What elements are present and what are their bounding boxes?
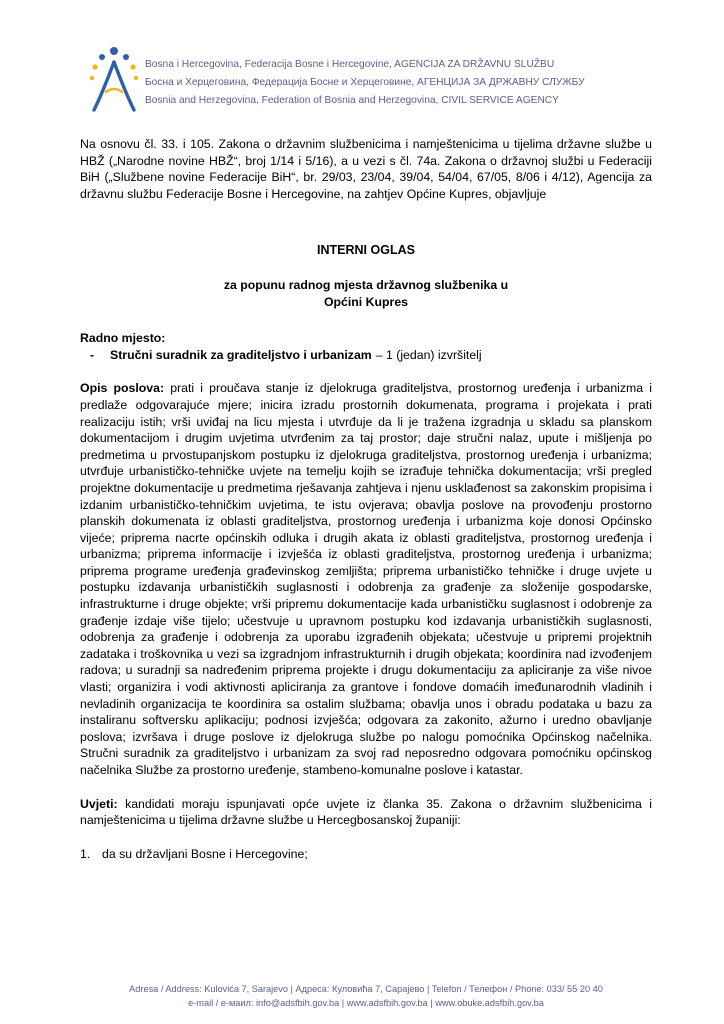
position-heading: Radno mjesto: [80, 331, 166, 346]
job-description-paragraph [80, 380, 652, 778]
requirements-paragraph [80, 796, 652, 829]
document-body [80, 136, 652, 862]
document-subtitle [80, 277, 652, 310]
letterhead [88, 44, 688, 116]
letterhead-line-english: Bosnia and Herzegovina, Federation of Bosnia and Herzegovina, CIVIL SERVICE AGENCY [145, 95, 559, 106]
requirements-label: Uvjeti: [80, 796, 118, 811]
footer-contacts: e-mail / е-маил: info@adsfbih.gov.ba | www.adsfbih.gov.ba | www.obuke.adsfbih.gov.ba [188, 997, 544, 1008]
list-item [80, 846, 652, 863]
subtitle-line: za popunu radnog mjesta državnog službenika u [223, 277, 509, 292]
letterhead-text [145, 56, 585, 110]
position-name: Stručni suradnik za graditeljstvo i urbanizam [110, 347, 372, 362]
job-description-label: Opis poslova: [80, 381, 165, 396]
agency-logo-icon [88, 44, 140, 116]
page-footer [80, 983, 652, 1010]
subtitle-line: Općini Kupres [323, 294, 409, 309]
position-count: – 1 (jedan) izvršitelj [375, 347, 482, 362]
list-number: 1. [80, 846, 91, 861]
document-title: INTERNI OGLAS [317, 243, 415, 258]
footer-address: Adresa / Address: Kulovića 7, Sarajevo | Адреса: Куловића 7, Сарајево | Telefon / Телефон / Phone: 033/ 55 20 40 [129, 984, 603, 994]
list-dash: - [90, 347, 95, 362]
requirements-text: kandidati moraju ispunjavati opće uvjete iz članka 35. Zakona o državnim službenicima i namještenicima u tijelima državne službe u Hercegbosanskoj županiji: [80, 796, 653, 828]
letterhead-line-latin: Bosna i Hercegovina, Federacija Bosne i Hercegovine, AGENCIJA ZA DRŽAVNU SLUŽBU [145, 59, 555, 70]
job-description-text: prati i proučava stanje iz djelokruga graditeljstva, prostornog uređenja i urbanizma i predlaže odgovarajuće mjere; inicira izradu prostornih dokumenata, programa i projekata i prati realizaciju istih; vrši uviđaj na licu mjesta i utvrđuje da li je tražena izgradnja u skladu sa planskom dokumentacijom i drugim uvjetima utvrđenim za taj prostor; daje stručni nalaz, upute i mišljenja po predmetima u prvostupanjskom postupku iz djelokruga graditeljstva, prostornog uređenja i urbanizma; utvrđuje urbanističko-tehničke uvjete na temelju kojih se izrađuje tehnička dokumentacija; vrši pregled projektne dokumentacije u predmetima rješavanja zahtjeva i njenu usklađenost sa zakonskim propisima i izdanim urbanističko-tehničkim uvjetima, te istu ovjerava; obavlja poslove na provođenju prostorno planskih dokumenata iz oblasti graditeljstva, prostornog uređenja i urbanizma koje donosi Općinsko vijeće; priprema nacrte općinskih odluka i drugih akata iz oblasti graditeljstva, prostornog uređenja i urbanizma; priprema informacije i izvješća iz oblasti graditeljstva, prostornog uređenja i urbanizma; priprema programe uređenja građevinskog zemljišta; priprema urbanističko tehničke i druge uvjete u postupku izdavanja urbanističkih suglasnosti i odobrenja za građenje za složenije gospodarske, infrastrukturne i druge objekte; vrši pripremu dokumentacije kada urbanističku suglasnost i odobrenje za građenje izdaje više tijelo; učestvuje u upravnom postupku kod izdavanja urbanističkih suglasnosti, odobrenja za građenje i odobrenja za uporabu izgrađenih objekata; učestvuje u pripremi projektnih zadataka i troškovnika u vezi sa izgradnjom infrastrukturnih i drugih objekata; koordinira nad izvođenjem radova; u suradnji sa nadređenim priprema projekte i drugu dokumentaciju za apliciranje za više nivoe vlasti; organizira i vodi aktivnosti apliciranja za grantove i fondove domaćih imeđunarodnih vladinih i nevladinih organizacija te koordinira sa ostalim službama; obavlja unos i obradu podataka u bazu za instaliranu softversku aplikaciju; podnosi izvješća; odgovara za zakonito, ažurno i uredno obavljanje poslova; izvršava i druge poslove iz djelokruga službe po nalogu pomoćnika Općinskog načelnika. Stručni suradnik za graditeljstvo i urbanizam za svoj rad neposredno odgovara pomoćniku općinskog načelnika Službe za prostorno uređenje, stambeno-komunalne poslove i katastar. [80, 381, 653, 777]
position-item [80, 347, 652, 364]
letterhead-line-cyrillic: Босна и Херцеговина, Федерација Босне и Херцеговине, АГЕНЦИЈА ЗА ДРЖАВНУ СЛУЖБУ [145, 77, 585, 88]
intro-paragraph: Na osnovu čl. 33. i 105. Zakona o državnim službenicima i namještenicima u tijelima državne službe u HBŽ („Narodne novine HBŽ“, broj 1/14 i 5/16), a u vezi s čl. 74a. Zakona o državnoj službi u Federaciji BiH („Službene novine Federacije BiH“, br. 29/03, 23/04, 39/04, 54/04, 67/05, 8/06 i 4/12), Agencija za državnu službu Federacije Bosne i Hercegovine, na zahtjev Općine Kupres, objavljuje [80, 137, 652, 201]
list-text: da su državljani Bosne i Hercegovine; [102, 846, 308, 861]
